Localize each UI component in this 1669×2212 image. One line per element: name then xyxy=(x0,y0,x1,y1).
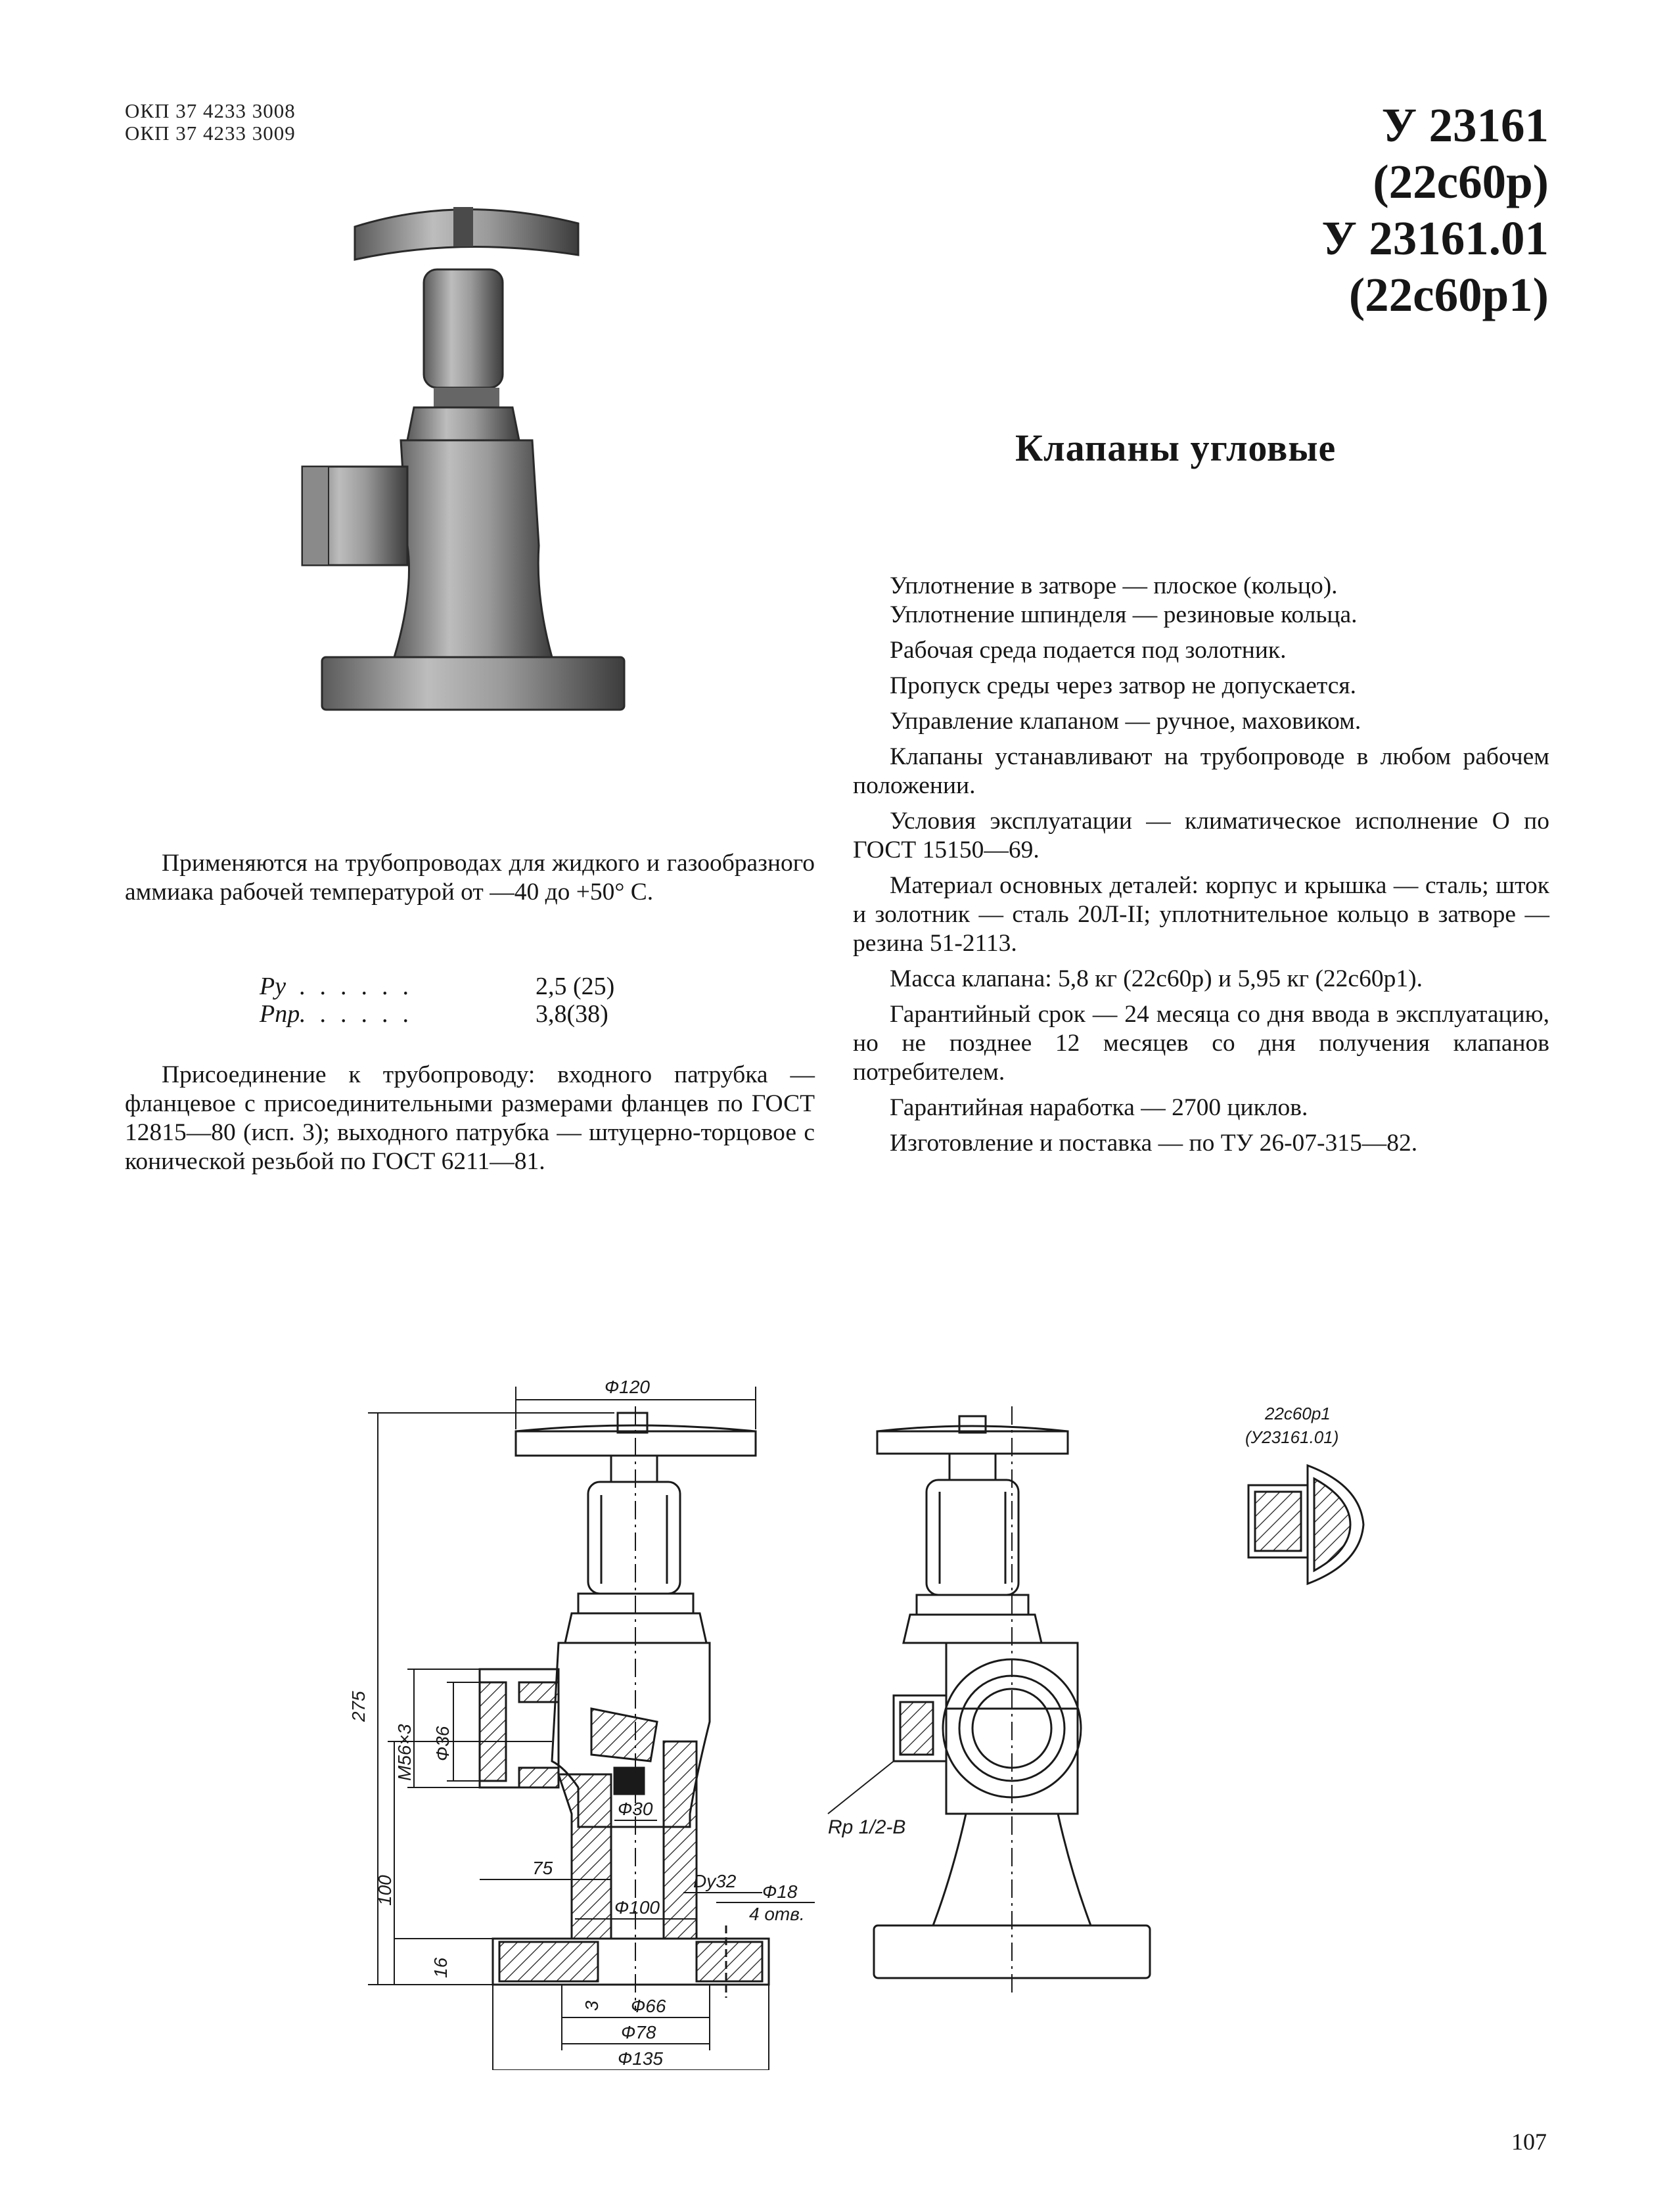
spec-item: Гарантийный срок — 24 месяца со дня ввода в эксплуатацию, но не позднее 12 месяцев со дня получения клапанов потребителем. xyxy=(853,1001,1549,1086)
variant-detail xyxy=(1248,1465,1363,1584)
spec-item: Изготовление и поставка — по ТУ 26-07-315—82. xyxy=(890,1130,1418,1157)
dim-l75: 75 xyxy=(532,1858,553,1878)
dim-m56: М56×3 xyxy=(394,1724,415,1781)
okp-code-2: ОКП 37 4233 3009 xyxy=(125,122,296,145)
dim-holes: 4 отв. xyxy=(749,1904,805,1924)
spec-item: Гарантийная наработка — 2700 циклов. xyxy=(890,1094,1308,1121)
technical-drawing xyxy=(0,1347,1669,2070)
dim-d36: Ф36 xyxy=(432,1726,453,1761)
spec-item: Пропуск среды через затвор не допускается. xyxy=(890,672,1357,699)
dim-d18: Ф18 xyxy=(762,1881,798,1902)
dim-h100: 100 xyxy=(375,1875,395,1906)
dim-dy32: Dу32 xyxy=(693,1871,737,1891)
okp-codes xyxy=(125,100,296,145)
dim-d100: Ф100 xyxy=(614,1897,660,1918)
okp-code-1: ОКП 37 4233 3008 xyxy=(125,99,296,122)
spec-item: Клапаны устанавливают на трубопроводе в любом рабочем положении. xyxy=(853,743,1549,799)
connection-text: Присоединение к трубопроводу: входного патрубка — фланцевое с присоединительными размерами фланцев по ГОСТ 12815—80 (исп. 3); выходного патрубка — штуцерно-торцовое с конической резьбой по ГОСТ 6211—81. xyxy=(125,1061,815,1175)
spec-item: Рабочая среда подается под золотник. xyxy=(890,637,1287,664)
front-section-view xyxy=(480,1406,769,2011)
specs-list xyxy=(853,572,1549,1164)
side-view xyxy=(828,1406,1150,1998)
application-text: Применяются на трубопроводах для жидкого и газообразного аммиака рабочей температурой от —40 до +50° С. xyxy=(125,850,815,906)
dim-d120: Ф120 xyxy=(605,1377,650,1397)
product-code-1: У 23161 xyxy=(1381,99,1549,152)
spec-item: Материал основных деталей: корпус и крышка — сталь; шток и золотник — сталь 20Л-II; уплотнительное кольцо в затворе — резина 51-2113. xyxy=(853,872,1549,957)
dim-t3: 3 xyxy=(582,2000,602,2011)
product-code-2-alt: (22с60р1) xyxy=(1348,268,1549,321)
dim-h16: 16 xyxy=(430,1957,451,1978)
dim-d30: Ф30 xyxy=(618,1799,653,1819)
pressure-row-ppr: Pпр ...... 3,8(38) xyxy=(260,1000,608,1028)
dim-rp: Rp 1/2-В xyxy=(828,1816,906,1838)
page-title: Клапаны угловые xyxy=(1015,426,1337,469)
spec-item: Масса клапана: 5,8 кг (22с60р) и 5,95 кг (22с60р1). xyxy=(890,965,1423,992)
valve-photo xyxy=(289,197,657,775)
variant-label: 22с60р1 xyxy=(1265,1404,1331,1423)
dim-d78: Ф78 xyxy=(621,2022,656,2042)
spec-item: Условия эксплуатации — климатическое исполнение О по ГОСТ 15150—69. xyxy=(853,808,1549,864)
spec-item: Уплотнение в затворе — плоское (кольцо). xyxy=(890,572,1338,599)
variant-label-code: (У23161.01) xyxy=(1245,1427,1339,1447)
page-number: 107 xyxy=(1511,2129,1547,2155)
product-codes xyxy=(1321,97,1549,323)
spec-item: Уплотнение шпинделя — резиновые кольца. xyxy=(890,601,1358,628)
dim-h275: 275 xyxy=(348,1691,369,1722)
dim-d66: Ф66 xyxy=(631,1996,666,2016)
spec-item: Управление клапаном — ручное, маховиком. xyxy=(890,708,1361,735)
pressure-row-py: Pу ...... 2,5 (25) xyxy=(260,973,615,1000)
product-code-1-alt: (22с60р) xyxy=(1373,155,1549,208)
product-code-2: У 23161.01 xyxy=(1321,212,1549,265)
pressure-table xyxy=(260,973,614,1028)
dim-d135: Ф135 xyxy=(618,2048,663,2069)
